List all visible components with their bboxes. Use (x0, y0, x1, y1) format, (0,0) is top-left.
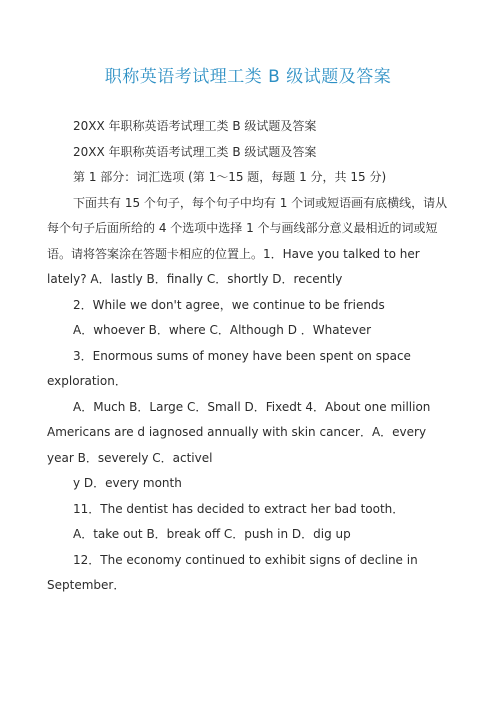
document-body (47, 114, 451, 599)
question-11: 11．The dentist has decided to extract her bad tooth． (73, 501, 405, 516)
section-heading: 第 1 部分：词汇选项 (第 1～15 题，每题 1 分，共 15 分) (73, 170, 387, 184)
question-12: 12．The economy continued to exhibit signs of decline in September． (47, 552, 418, 592)
question-2-options: A．whoever B．where C．Although D ．Whatever (73, 323, 372, 337)
instructions-paragraph: 下面共有 15 个句子，每个句子中均有 1 个词或短语画有底横线，请从每个句子后面所给的 4 个选项中选择 1 个与画线部分意义最相近的词或短语。请将答案涂在答题卡相应的位置上。1．Have you talked to her lately? A．lastly B．finally C．shortly D．recently (47, 195, 448, 286)
question-11-options: A．take out B．break off C．push in D．dig up (73, 527, 351, 541)
question-4-options-cont: y D．every month (73, 476, 182, 490)
question-2: 2．While we don't agree，we continue to be friends (73, 297, 385, 312)
question-3-4-options: A．Much B．Large C．Small D．Fixedt 4．About one million Americans are d iagnosed annually with skin cancer．A．every year B．severely C．activel (47, 399, 431, 465)
paragraph-heading-1: 20XX 年职称英语考试理工类 B 级试题及答案 (73, 119, 317, 133)
paragraph-heading-2: 20XX 年职称英语考试理工类 B 级试题及答案 (73, 144, 317, 159)
question-3: 3．Enormous sums of money have been spent on space exploration． (47, 348, 411, 388)
document-title: 职称英语考试理工类 B 级试题及答案 (104, 67, 392, 87)
